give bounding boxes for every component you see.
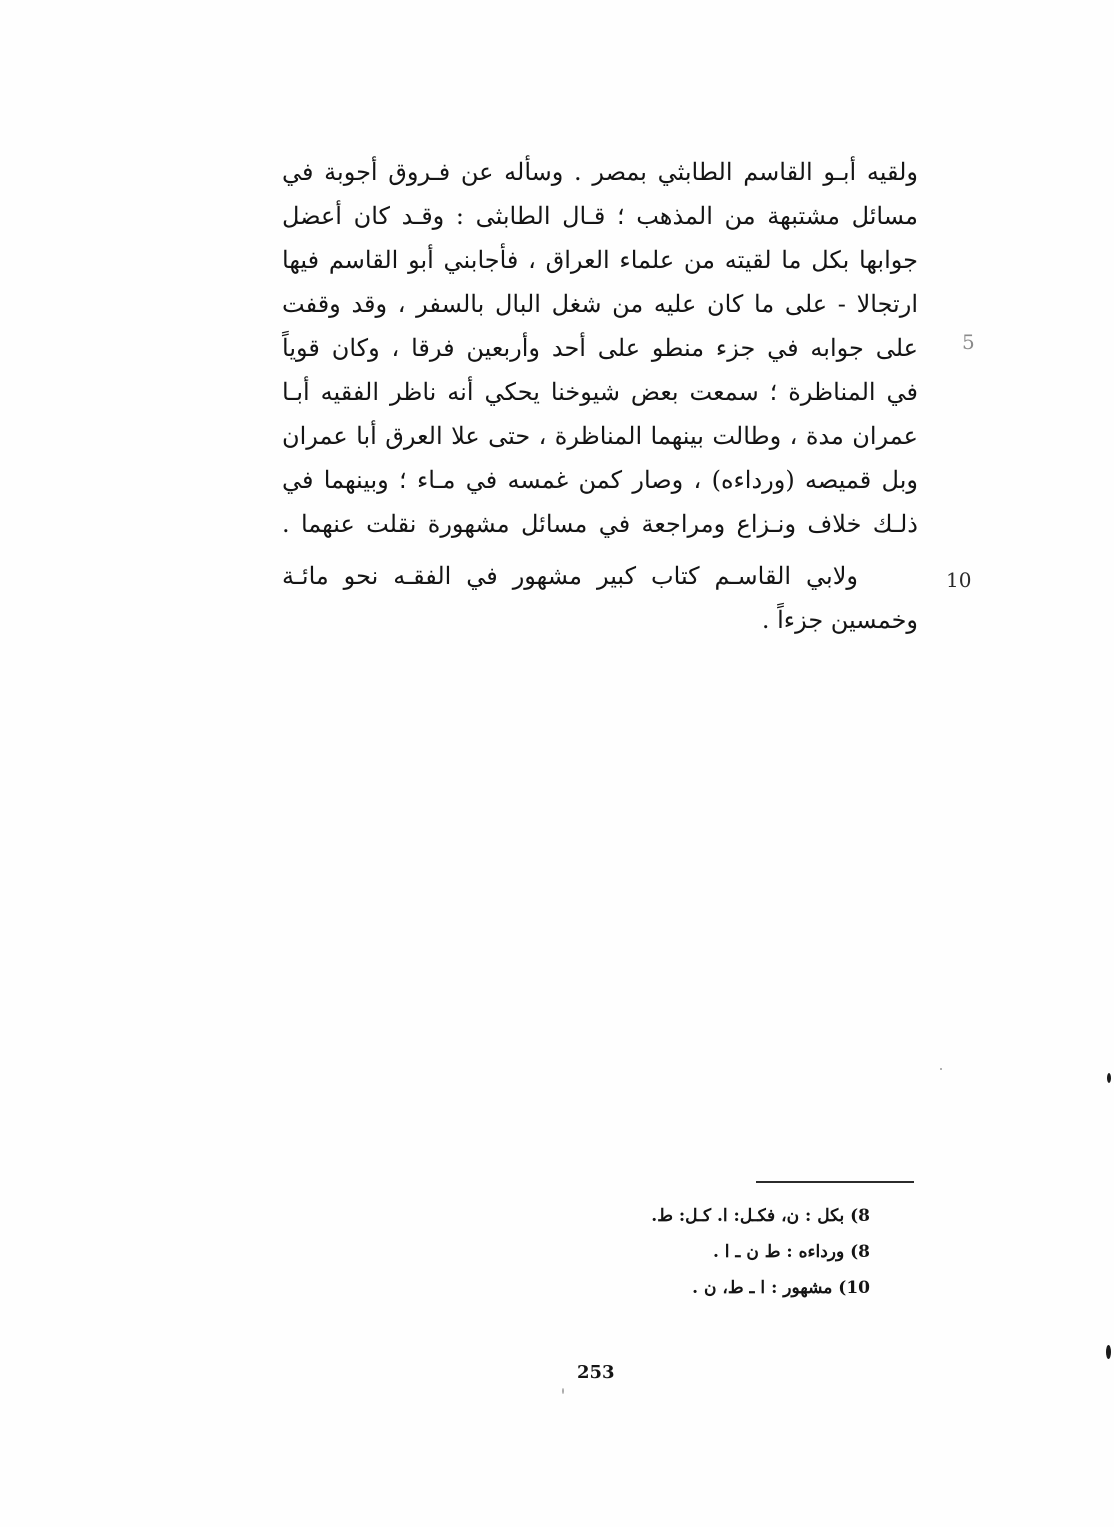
scan-speck	[562, 1388, 564, 1394]
text-line: مسائل مشتبهة من المذهب ؛ قـال الطابثى : وقـد كان أعضل	[282, 202, 919, 230]
text-line: جوابها بكل ما لقيته من علماء العراق ، فأجابني أبو القاسم فيها	[282, 246, 918, 274]
line-number-5: 5	[962, 330, 975, 354]
text-line: ارتجالا - على ما كان عليه من شغل البال بالسفر ، وقد وقفت	[282, 290, 918, 318]
paragraph-1	[282, 150, 918, 546]
text-line: على جوابه في جزء منطو على أحد وأربعين فرقا ، وكان قوياً	[282, 334, 918, 362]
footnote: 10) مشهور : ا ـ ط، ن .	[692, 1278, 870, 1298]
footnote: 8) بكل : ن، فكـل: ا. كـل: ط.	[651, 1206, 870, 1226]
page-number: 253	[577, 1362, 615, 1383]
line-number-10: 10	[946, 568, 972, 592]
text-line: وبل قميصه (ورداءه) ، وصار كمن غمسه في مـاء ؛ وبينهما في	[282, 466, 918, 494]
text-line: عمران مدة ، وطالت بينهما المناظرة ، حتى علا العرق أبا عمران	[282, 422, 918, 450]
footnote-divider	[756, 1181, 914, 1183]
paragraph-2	[282, 554, 918, 642]
scan-speck	[1107, 1073, 1111, 1083]
body-text	[282, 150, 918, 642]
scan-speck	[940, 1068, 942, 1070]
footnote: 8) ورداءه : ط ن ـ ا .	[712, 1242, 870, 1262]
text-line: ولابي القاسـم كتاب كبير مشهور في الفقـه نحو مائـة	[282, 562, 858, 590]
text-line: في المناظرة ؛ سمعت بعض شيوخنا يحكي أنه ناظر الفقيه أبـا	[282, 378, 918, 406]
footnotes	[520, 1198, 870, 1306]
text-line: وخمسين جزءاً .	[761, 606, 918, 634]
text-line: ولقيه أبـو القاسم الطابثي بمصر . وسأله عن فـروق أجوبة في	[282, 158, 918, 186]
text-line: ذلـك خلاف ونـزاع ومراجعة في مسائل مشهورة نقلت عنهما .	[282, 510, 918, 538]
scan-speck	[1106, 1345, 1111, 1359]
